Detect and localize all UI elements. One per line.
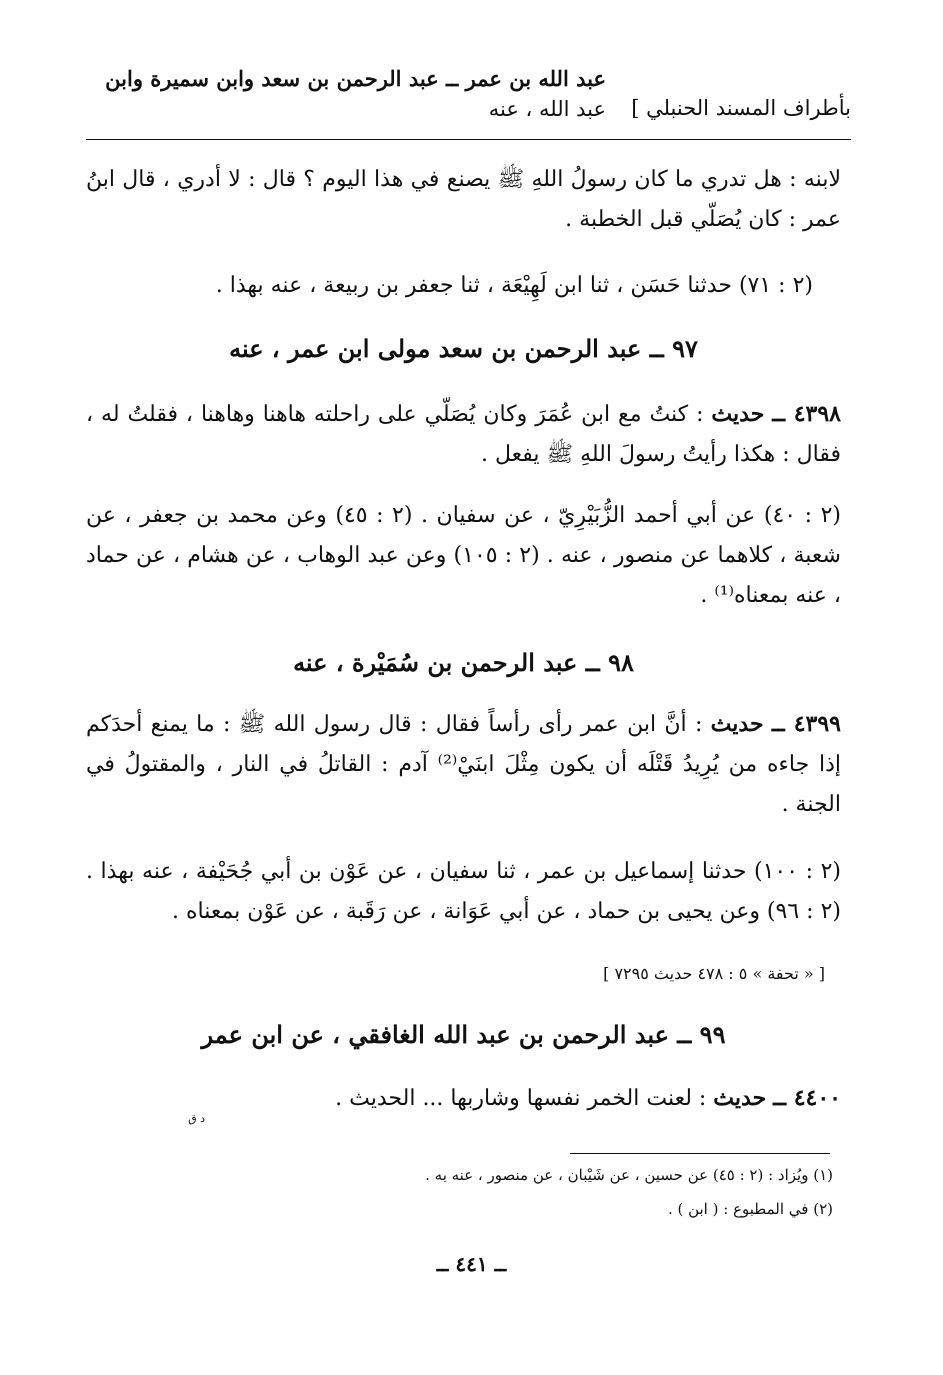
source-paragraph-4398: (٢ : ٤٠) عن أبي أحمد الزُّبَيْرِيّ ، عن سفيان . (٢ : ٤٥) وعن محمد بن جعفر ، عن شعبة ، كلاهما عن منصور ، عنه . (٢ : ١٠٥) وعن عبد الوهاب ، عن هشام ، عن حماد ، عنه بمعناه⁽¹⁾ . xyxy=(86,503,841,608)
hadith-text: : لعنت الخمر نفسها وشاربها ... الحديث . xyxy=(335,1086,714,1111)
hadith-text: : أنَّ ابن عمر رأى رأساً فقال : قال رسول الله ﷺ : ما يمنع أحدَكم إذا جاءه من يُرِيدُ قَتْلَه أن يكون مِثْلَ ابنَيْ⁽²⁾ آدم : القاتلُ في النار ، والمقتولُ في الجنة . xyxy=(86,712,841,817)
header-rule xyxy=(86,139,851,140)
hadith-text: : كنتُ مع ابن عُمَرَ وكان يُصَلّي على راحلته هاهنا وهاهنا ، فقلتُ له ، فقال : هكذا رأيتُ رسولَ اللهِ ﷺ يفعل . xyxy=(86,402,841,467)
hadith-keyword: حديث xyxy=(713,1085,767,1111)
section-heading-98: ٩٨ ــ عبد الرحمن بن سُمَيْرة ، عنه xyxy=(293,648,634,677)
hadith-number: ٤٣٩٨ ــ xyxy=(772,401,841,427)
tuhfa-reference: [ « تحفة » ٥ : ٤٧٨ حديث ٧٢٩٥ ] xyxy=(603,964,825,983)
footnote-1: (١) ويُزاد : (٢ : ٤٥) عن حسين ، عن شَيْبان ، عن منصور ، عنه به . xyxy=(425,1166,833,1184)
hadith-number: ٤٣٩٩ ــ xyxy=(771,711,841,737)
marginal-sigla: د ق xyxy=(188,1112,205,1125)
hadith-keyword: حديث xyxy=(711,401,765,427)
source-paragraph-1: (٢ : ٧١) حدثنا حَسَن ، ثنا ابن لَهِيْعَة ، ثنا جعفر بن ربيعة ، عنه بهذا . xyxy=(215,273,813,298)
running-header-book: بأطراف المسند الحنبلي ] xyxy=(631,96,851,120)
hadith-keyword: حديث xyxy=(710,711,764,737)
section-heading-97: ٩٧ ــ عبد الرحمن بن سعد مولى ابن عمر ، عنه xyxy=(229,334,698,363)
header-title-line2: عبد الله ، عنه xyxy=(488,97,606,121)
paragraph-continuation: لابنه : هل تدري ما كان رسولُ اللهِ ﷺ يصنع في هذا اليوم ؟ قال : لا أدري ، قال ابنُ عمر : كان يُصَلّي قبل الخطبة . xyxy=(86,167,841,232)
running-header-title xyxy=(86,64,606,124)
header-title-line1: عبد الله بن عمر ــ عبد الرحمن بن سعد وابن سميرة وابن xyxy=(105,66,606,91)
footnote-2: (٢) في المطبوع : ( ابن ) . xyxy=(667,1200,833,1218)
hadith-number: ٤٤٠٠ ــ xyxy=(773,1085,841,1111)
source-paragraph-4399: (٢ : ١٠٠) حدثنا إسماعيل بن عمر ، ثنا سفيان ، عن عَوْن بن أبي جُحَيْفة ، عنه بهذا . (٢ : ٩٦) وعن يحيى بن حماد ، عن أبي عَوَانة ، عن رَقَبة ، عن عَوْن بمعناه . xyxy=(86,859,841,924)
hadith-4399 xyxy=(86,704,841,825)
section-heading-99: ٩٩ ــ عبد الرحمن بن عبد الله الغافقي ، عن ابن عمر xyxy=(201,1020,726,1049)
footnote-rule xyxy=(570,1153,830,1154)
page-number: ــ ٤٤١ ــ xyxy=(436,1252,507,1276)
hadith-4398 xyxy=(86,394,841,475)
